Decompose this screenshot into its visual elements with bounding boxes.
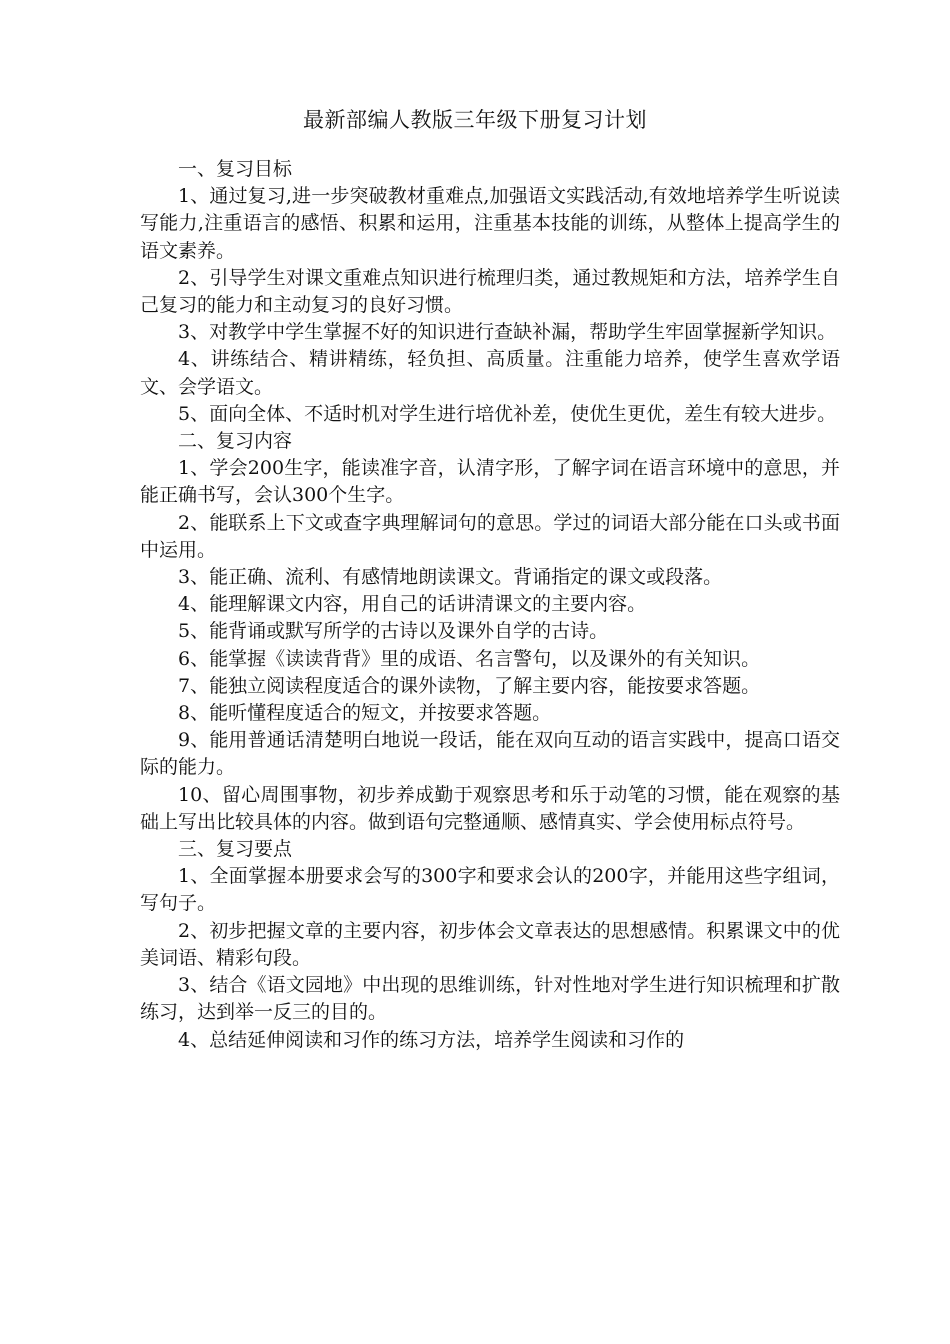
document-title: 最新部编人教版三年级下册复习计划 (303, 108, 647, 132)
paragraph: 9、能用普通话清楚明白地说一段话，能在双向互动的语言实践中，提高口语交际的能力。 (140, 729, 840, 779)
document-body (140, 156, 840, 1054)
paragraph: 3、对教学中学生掌握不好的知识进行查缺补漏，帮助学生牢固掌握新学知识。 (178, 321, 837, 344)
paragraph: 2、初步把握文章的主要内容，初步体会文章表达的思想感情。积累课文中的优美词语、精彩句段。 (140, 919, 840, 969)
paragraph: 3、能正确、流利、有感情地朗读课文。背诵指定的课文或段落。 (178, 566, 723, 589)
paragraph: 5、面向全体、不适时机对学生进行培优补差，使优生更优，差生有较大进步。 (178, 402, 837, 425)
paragraph: 6、能掌握《读读背背》里的成语、名言警句，以及课外的有关知识。 (178, 647, 761, 670)
paragraph: 8、能听懂程度适合的短文，并按要求答题。 (178, 702, 552, 725)
paragraph: 2、能联系上下文或查字典理解词句的意思。学过的词语大部分能在口头或书面中运用。 (140, 511, 840, 561)
paragraph: 10、留心周围事物，初步养成勤于观察思考和乐于动笔的习惯，能在观察的基础上写出比较具体的内容。做到语句完整通顺、感情真实、学会使用标点符号。 (140, 783, 840, 833)
paragraph: 2、引导学生对课文重难点知识进行梳理归类，通过教规矩和方法，培养学生自己复习的能力和主动复习的良好习惯。 (140, 266, 840, 317)
paragraph: 4、讲练结合、精讲精练，轻负担、高质量。注重能力培养，使学生喜欢学语文、会学语文。 (140, 348, 840, 398)
section-heading: 三、复习要点 (178, 838, 293, 861)
paragraph: 3、结合《语文园地》中出现的思维训练，针对性地对学生进行知识梳理和扩散练习，达到举一反三的目的。 (140, 974, 840, 1024)
paragraph: 1、学会200生字，能读准字音，认清字形，了解字词在语言环境中的意思，并能正确书写，会认300个生字。 (140, 457, 840, 507)
section-heading: 一、复习目标 (178, 158, 293, 180)
paragraph: 1、通过复习,进一步突破教材重难点,加强语文实践活动,有效地培养学生听说读写能力,注重语言的感悟、积累和运用，注重基本技能的训练，从整体上提高学生的语文素养。 (140, 185, 840, 262)
section-heading: 二、复习内容 (178, 430, 293, 453)
paragraph: 4、能理解课文内容，用自己的话讲清课文的主要内容。 (178, 593, 647, 616)
paragraph: 1、全面掌握本册要求会写的300字和要求会认的200字，并能用这些字组词，写句子。 (140, 865, 840, 915)
paragraph: 4、总结延伸阅读和习作的练习方法，培养学生阅读和习作的 (178, 1028, 685, 1051)
paragraph: 5、能背诵或默写所学的古诗以及课外自学的古诗。 (178, 620, 609, 643)
paragraph: 7、能独立阅读程度适合的课外读物，了解主要内容，能按要求答题。 (178, 674, 761, 697)
